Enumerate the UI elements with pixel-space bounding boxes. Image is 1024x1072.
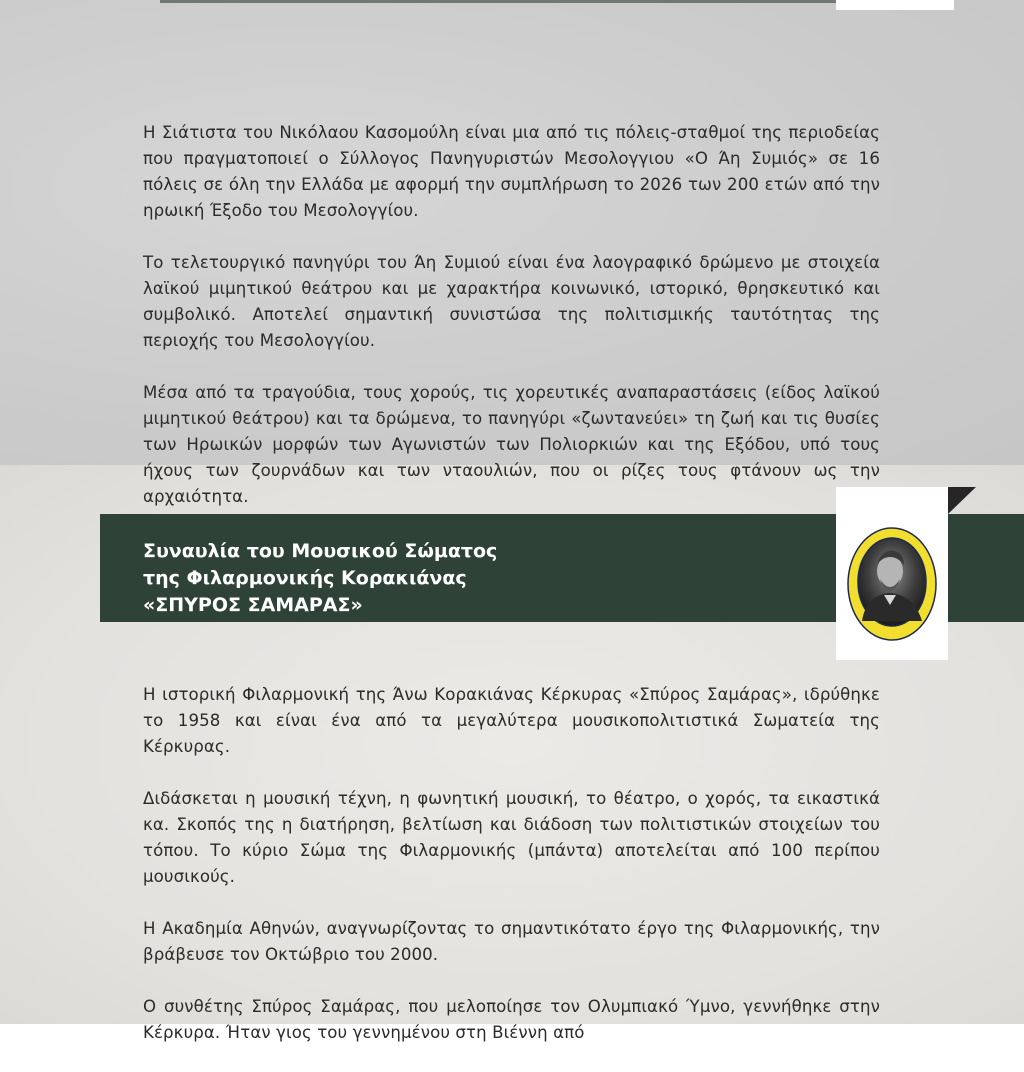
philharmonic-description xyxy=(143,682,880,1072)
top-white-card xyxy=(836,0,954,10)
paragraph: Διδάσκεται η μουσική τέχνη, η φωνητική μουσική, το θέατρο, ο χορός, τα εικαστικά κα. Σκοπός της η διατήρηση, βελτίωση και διάδοση των πολιτιστικών στοιχείων του τόπου. Το κύριο Σώμα της Φιλαρμονικής (μπάντα) αποτελείται από 100 περίπου μουσικούς. xyxy=(143,789,880,886)
paragraph: Η Σιάτιστα του Νικόλαου Κασομούλη είναι μια από τις πόλεις-σταθμοί της περιοδείας που πραγματοποιεί ο Σύλλογος Πανηγυριστών Μεσολογγιου «Ο Άη Συμιός» σε 16 πόλεις σε όλη την Ελλάδα με αφορμή την συμπλήρωση το 2026 των 200 ετών από την ηρωική Έξοδο του Μεσολογγίου. xyxy=(143,123,880,220)
paragraph: Η Ακαδημία Αθηνών, αναγνωρίζοντας το σημαντικότατο έργο της Φιλαρμονικής, την βράβευσε τον Οκτώβριο του 2000. xyxy=(143,919,880,964)
festival-description xyxy=(143,120,880,536)
emblem-year-plate xyxy=(880,629,904,636)
paragraph: Η ιστορική Φιλαρμονική της Άνω Κορακιάνας Κέρκυρας «Σπύρος Σαμάρας», ιδρύθηκε το 1958 και είναι ένα από τα μεγαλύτερα μουσικοπολιτιστικά Σωματεία της Κέρκυρας. xyxy=(143,685,880,756)
philharmonic-emblem-icon xyxy=(842,525,942,643)
banner-title-line: της Φιλαρμονικής Κορακιάνας xyxy=(143,567,467,589)
banner-title-line: «ΣΠΥΡΟΣ ΣΑΜΑΡΑΣ» xyxy=(143,594,363,616)
top-green-strip xyxy=(160,0,840,3)
paragraph: Το τελετουργικό πανηγύρι του Άη Συμιού είναι ένα λαογραφικό δρώμενο με στοιχεία λαϊκού μιμητικού θεάτρου και με χαρακτήρα κοινωνικό, ιστορικό, θρησκευτικό και συμβολικό. Αποτελεί σημαντική συνιστώσα της πολιτισμικής ταυτότητας της περιοχής του Μεσολογγίου. xyxy=(143,253,880,350)
logo-card xyxy=(836,487,948,660)
banner-title-line: Συναυλία του Μουσικού Σώματος xyxy=(143,540,498,562)
paragraph: Ο συνθέτης Σπύρος Σαμάρας, που μελοποίησε τον Ολυμπιακό Ύμνο, γεννήθηκε στην Κέρκυρα. Ήταν γιος του γεννημένου στη Βιέννη από xyxy=(143,997,880,1042)
paragraph: Μέσα από τα τραγούδια, τους χορούς, τις χορευτικές αναπαραστάσεις (είδος λαϊκού μιμητικού θεάτρου) και τα δρώμενα, το πανηγύρι «ζωντανεύει» τη ζωή και τις θυσίες των Ηρωικών μορφών των Αγωνιστών των Πολιορκιών και της Εξόδου, υπό τους ήχους των ζουρνάδων και των νταουλιών, που οι ρίζες τους φτάνουν ως την αρχαιότητα. xyxy=(143,383,880,506)
banner-title xyxy=(143,538,793,619)
ribbon-fold xyxy=(948,487,976,514)
